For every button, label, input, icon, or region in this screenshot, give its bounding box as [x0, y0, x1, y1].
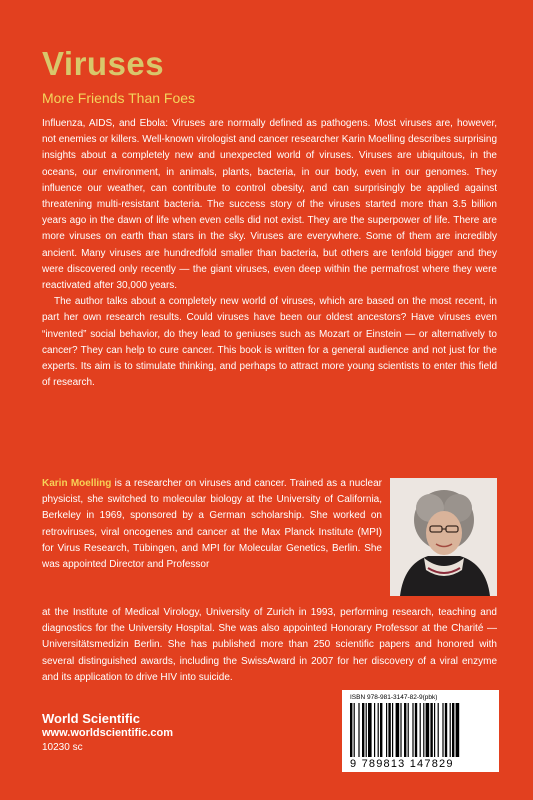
- author-name: Karin Moelling: [42, 478, 112, 489]
- book-blurb: [42, 116, 497, 391]
- author-bio-top-text: is a researcher on viruses and cancer. Trained as a nuclear physicist, she switched to molecular biology at the University of California, Berkeley in 1969, sponsored by a German scholarship. She worked on retroviruses, viral oncogenes and cancer at the Max Planck Institute (MPI) for Virus Research, Tübingen, and MPI for Molecular Genetics, Berlin. She was appointed Director and Professor: [42, 478, 382, 571]
- isbn-label: ISBN 978-981-3147-82-9(pbk): [350, 694, 438, 701]
- publisher-website[interactable]: www.worldscientific.com: [42, 727, 174, 739]
- author-portrait-image: [390, 478, 497, 596]
- blurb-paragraph-2: The author talks about a completely new world of viruses, which are based on the most recent, in part her own research results. Could viruses have been our oldest ancestors? Have viruses even “invented” social behavior, do they lead to geniuses such as Mozart or Einstein — or alternatively to cancer? They can help to cure cancer. This book is written for a general audience and not just for the experts. Its aim is to stimulate thinking, and perhaps to attract more young scientists to enter this field of research.: [42, 296, 497, 389]
- author-bio-top: [42, 476, 382, 573]
- author-photo: [390, 478, 497, 596]
- barcode-panel: [342, 690, 499, 772]
- book-subtitle: More Friends Than Foes: [42, 90, 196, 106]
- blurb-paragraph-1: Influenza, AIDS, and Ebola: Viruses are normally defined as pathogens. Most viruses are, however, not enemies or killers. Well-known virologist and cancer researcher Karin Moelling describes surprising insights about a completely new and unexpected world of viruses. Viruses are ubiquitous, in the oceans, our environment, in animals, plants, bacteria, in our body, even in our genomes. They influence our weather, can contribute to control obesity, and can surprisingly be applied against threatening multi-resistant bacteria. The success story of the viruses started more than 3.5 billion years ago in the dawn of life when even cells did not exist. They are the superpower of life. There are more viruses on earth than stars in the sky. Viruses are everywhere. Some of them are incredibly ancient. Many viruses are hundredfold smaller than bacteria, but others are tenfold bigger and they were discovered only recently — the giant viruses, even deep within the permafrost where they were reactivated after 30,000 years.: [42, 118, 497, 292]
- book-title: Viruses: [42, 45, 165, 82]
- author-bio-bottom: at the Institute of Medical Virology, University of Zurich in 1993, performing research, teaching and diagnostics for the University Hospital. She was also appointed Honorary Professor at the Charité — Universitätsmedizin Berlin. She has published more than 250 scientific papers and honored with several distinguished awards, including the SwissAward in 2007 for her discovery of a viral enzyme and its application to drive HIV into suicide.: [42, 607, 497, 683]
- barcode-image: [350, 703, 491, 757]
- catalog-code: 10230 sc: [42, 742, 83, 753]
- barcode-number: 9 789813 147829: [350, 758, 454, 770]
- publisher-name: World Scientific: [42, 711, 140, 726]
